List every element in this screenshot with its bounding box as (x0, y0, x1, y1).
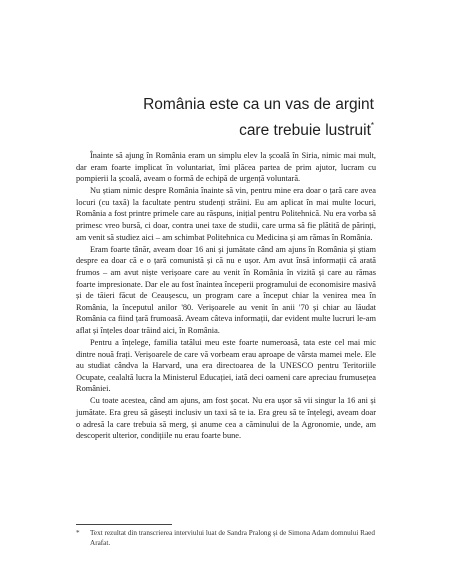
paragraph: Pentru a înțelege, familia tatălui meu este foarte numeroasă, tata este cel mai mic dintre nouă frați. Verișoarele de care vă vorbeam erau aproape de vârsta mamei mele. Ele au studiat cândva la Harvard, una era directoarea de la UNESCO pentru Teritoriile Ocupate, cealaltă lucra la Ministerul Educației, iată deci oameni care apreciau frumusețea României. (76, 338, 376, 394)
chapter-title-line-2-text: care trebuie lustruit (239, 122, 371, 139)
footnote-text: Text rezultat din transcrierea interviului luat de Sandra Pralong și de Simona Adam domnului Raed Arafat. (90, 529, 375, 547)
paragraph: Nu știam nimic despre România înainte să vin, pentru mine era doar o țară care avea locuri (cu taxă) la facultate pentru studenți străini. Eu am aplicat în mai multe locuri, România a fost printre primele care au răspuns, inițial pentru Politehnică. Nu era vorba să primesc vreo bursă, ci doar, contra unei taxe de studii, care urma să fie plătită de părinți, am venit să studiez aici – am schimbat Politehnica cu Medicina și am rămas în România. (76, 186, 376, 242)
chapter-title (143, 94, 374, 141)
footnote-reference-marker: * (370, 121, 374, 130)
footnote-marker: * (76, 529, 80, 537)
paragraph: Eram foarte tânăr, aveam doar 16 ani și jumătate când am ajuns în România și știam despre ea doar că e o țară comunistă și că nu e ușor. Am avut însă informații că arată frumos – am avut niște verișoare care au venit în România în vizită și care au rămas foarte impresionate. Dar ele au fost înaintea începerii programului de economisire masivă și de tăieri făcut de Ceaușescu, un program care a început chiar la venirea mea în România, la începutul anilor '80. Verișoarele au venit în anii '70 și chiar au lăudat România ca fiind țară frumoasă. Aveam câteva informații, dar evident multe lucruri le-am aflat și înțeles doar trăind aici, în România. (76, 244, 376, 335)
paragraph: Cu toate acestea, când am ajuns, am fost șocat. Nu era ușor să vii singur la 16 ani și jumătate. Era greu să găsești inclusiv un taxi să te ia. Era greu să te înțelegi, aveam doar o adresă la care trebuia să merg, și anume cea a căminului de la Agronomie, unde, am descoperit ulterior, condițiile nu erau foarte bune. (76, 396, 376, 441)
body-text (76, 150, 376, 442)
chapter-title-line-2 (143, 115, 374, 141)
paragraph: Înainte să ajung în România eram un simplu elev la școală în Siria, nimic mai mult, dar eram foarte implicat în voluntariat, îmi plăcea partea de prim ajutor, lucram cu pompierii la școală, aveam o formă de echipă de urgență voluntară. (76, 151, 376, 184)
footnote-divider (76, 524, 172, 525)
footnote (76, 528, 376, 548)
chapter-title-line-1: România este ca un vas de argint (143, 96, 374, 113)
